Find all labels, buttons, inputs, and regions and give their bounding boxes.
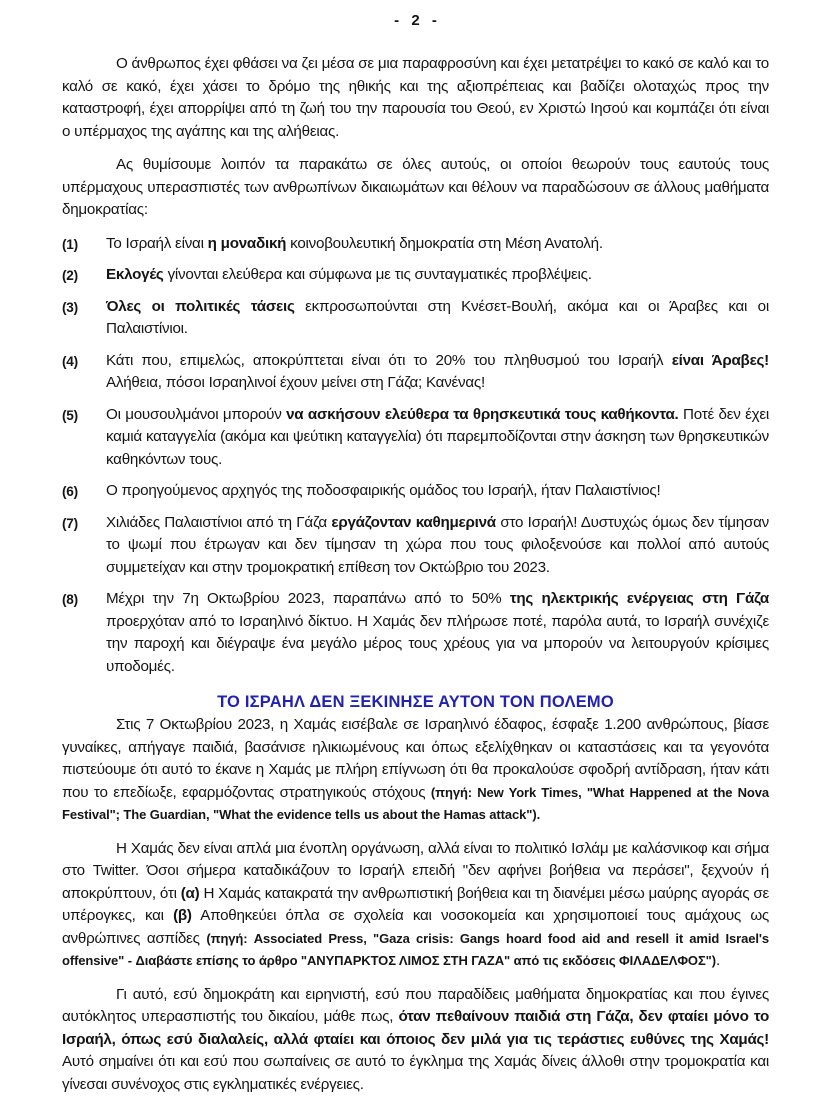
text-run: Αυτό σημαίνει ότι και εσύ που σωπαίνεις σε αυτό το έγκλημα της Χαμάς δίνεις άλλοθι στην τρομοκρατία και γίνεσαι συνένοχος στις εγκληματικές ενέργειες.	[62, 1053, 769, 1093]
section-paragraphs	[62, 714, 769, 1096]
text-run: Το Ισραήλ είναι	[106, 234, 208, 252]
paragraph	[62, 53, 769, 143]
list-item	[62, 480, 769, 503]
list-item	[62, 588, 769, 678]
text-run: Η Χαμάς δεν είναι απλά μια ένοπλη οργάνωση, αλλά είναι το πολιτικό Ισλάμ με καλάσνικοφ και σήμα στο Twitter. Όσοι σήμερα καταδικάζουν το Ισραήλ επειδή "δεν αφήνει βοήθεια να περάσει", ξεχνούν ή αποκρύπτουν, ότι	[62, 839, 769, 902]
text-run: Χιλιάδες Παλαιστίνιοι από τη Γάζα	[106, 513, 332, 531]
text-run: Αποθηκεύει όπλα σε σχολεία και νοσοκομεία και χρησιμοποιεί τους αμάχους ως ανθρώπινες ασπίδες	[62, 907, 769, 947]
text-run: Εκλογές	[106, 266, 164, 283]
text-run: .	[715, 952, 720, 969]
section-heading: ΤΟ ΙΣΡΑΗΛ ΔΕΝ ΞΕΚΙΝΗΣΕ ΑΥΤΟΝ ΤΟΝ ΠΟΛΕΜΟ	[217, 693, 614, 711]
text-run: γίνονται ελεύθερα και σύμφωνα με τις συνταγματικές προβλέψεις.	[163, 266, 592, 283]
text-run: (πηγή: New York Times, "What Happened at the Nova Festival"; The Guardian, "What the evidence tells us about the Hamas attack").	[62, 784, 769, 822]
text-run: Γι αυτό, εσύ δημοκράτη και ειρηνιστή, εσύ που παραδίδεις μαθήματα δημοκρατίας και που έγινες αυτόκλητος υπερασπιστής του δικαίου, μάθε πως,	[62, 985, 769, 1025]
list-item	[62, 233, 769, 256]
paragraph	[62, 714, 769, 827]
text-run: στο Ισραήλ! Δυστυχώς όμως δεν τίμησαν το ψωμί που έτρωγαν και δεν τίμησαν τη χώρα που τους φιλοξενούσε και πολλοί από αυτούς συμμετείχαν και στην τρομοκρατική επίθεση τον Οκτώβριο του 2023.	[106, 513, 770, 576]
list-item	[62, 350, 769, 395]
list-item-number: (3)	[62, 299, 78, 315]
text-run: όταν πεθαίνουν παιδιά στη Γάζα, δεν φταίει μόνο το Ισραήλ, όπως εσύ διαλαλείς, αλλά φταίει και όποιος δεν μιλά για τις τεράστιες ευθύνες της Χαμάς!	[62, 1008, 769, 1048]
list-item-number: (8)	[62, 592, 78, 607]
list-item	[62, 264, 769, 287]
text-run: Στις 7 Οκτωβρίου 2023, η Χαμάς εισέβαλε σε Ισραηλινό έδαφος, έσφαξε 1.200 ανθρώπους, βίασε γυναίκες, απήγαγε παιδιά, βασάνισε ηλικιωμένους και όπως εξελίχθηκαν οι καταστάσεις και τα γεγονότα πιστεύουμε ότι αυτό το έκανε η Χαμάς με πλήρη επίγνωση ότι θα προκαλούσε σφοδρή αντίδραση, ήταν κάτι που το επεδίωξε, εφαρμόζοντας στρατηγικούς στόχους	[62, 716, 769, 801]
text-run: Ποτέ δεν έχει καμιά καταγγελία (ακόμα και ψεύτικη καταγγελία) ότι παρεμποδίζονται στην άσκηση των θρησκευτικών καθηκόντων τους.	[106, 405, 769, 468]
text-run: Όλες οι πολιτικές τάσεις	[106, 297, 295, 315]
paragraph	[62, 154, 769, 222]
text-run: Η Χαμάς κατακρατά την ανθρωπιστική βοήθεια και τη διανέμει μέσω μαύρης αγοράς σε υπέρογκες, και	[62, 884, 769, 924]
text-run: (α)	[180, 884, 200, 902]
text-run: Ας θυμίσουμε λοιπόν τα παρακάτω σε όλες αυτούς, οι οποίοι θεωρούν τους εαυτούς τους υπέρμαχους υπερασπιστές των ανθρωπίνων δικαιωμάτων και θέλουν να παραδώσουν σε άλλους μαθήματα δημοκρατίας:	[62, 156, 769, 218]
text-run: εργάζονταν καθημερινά	[331, 513, 496, 531]
text-run: να ασκήσουν ελεύθερα τα θρησκευτικά τους καθήκοντα.	[286, 405, 679, 423]
list-item-number: (7)	[62, 515, 78, 531]
text-run: Ο άνθρωπος έχει φθάσει να ζει μέσα σε μια παραφροσύνη και έχει μετατρέψει το κακό σε καλό και το καλό σε κακό, έχει χάσει το δρόμο της ηθικής και της αξιοπρέπειας και βαδίζει ολοταχώς προς την καταστροφή, έχει απορρίψει από τη ζωή του την παρουσία του Θεού, εν Χριστώ Ιησού και κομπάζει ότι είναι ο υπέρμαχος της αγάπης και της αλήθειας.	[62, 55, 769, 140]
text-run: προερχόταν από το Ισραηλινό δίκτυο. Η Χαμάς δεν πλήρωσε ποτέ, παρόλα αυτά, το Ισραήλ συνέχιζε την παροχή και διέγραψε ένα μεγάλο μέρος τους χρέους για να μπορούν να λειτουργούν κρίσιμες υποδομές.	[106, 612, 769, 675]
list-item-number: (1)	[62, 236, 78, 252]
list-item	[62, 296, 769, 341]
text-run: είναι Άραβες!	[671, 351, 769, 369]
text-run: Κάτι που, επιμελώς, αποκρύπτεται είναι ότι το 20% του πληθυσμού του Ισραήλ	[106, 351, 672, 369]
page-number: - 2 -	[394, 12, 437, 29]
text-run: κοινοβουλευτική δημοκρατία στη Μέση Ανατολή.	[286, 234, 603, 252]
text-run: της ηλεκτρικής ενέργειας στη Γάζα	[509, 590, 770, 607]
text-run: Ο προηγούμενος αρχηγός της ποδοσφαιρικής ομάδος του Ισραήλ, ήταν Παλαιστίνιος!	[106, 482, 661, 499]
list-item-number: (4)	[62, 353, 78, 369]
list-item-number: (5)	[62, 407, 78, 423]
list-item-number: (6)	[62, 484, 78, 499]
paragraph	[62, 984, 769, 1097]
list-item-number: (2)	[62, 268, 78, 283]
text-run: Αλήθεια, πόσοι Ισραηλινοί έχουν μείνει στη Γάζα; Κανένας!	[106, 374, 485, 391]
numbered-list	[62, 233, 769, 679]
text-run: Μέχρι την 7η Οκτωβρίου 2023, παραπάνω από το 50%	[106, 590, 510, 607]
text-run: (πηγή: Associated Press, "Gaza crisis: Gangs hoard food aid and resell it amid Israel's offensive" - Διαβάστε επίσης το άρθρο "ΑΝΥΠΑΡΚΤΟΣ ΛΙΜΟΣ ΣΤΗ ΓΑΖΑ" από τις εκδόσεις ΦΙΛΑΔΕΛΦΟΣ")	[62, 930, 769, 968]
text-run: Οι μουσουλμάνοι μπορούν	[106, 405, 287, 423]
list-item	[62, 512, 769, 580]
list-item	[62, 404, 769, 472]
text-run: η μοναδική	[207, 234, 287, 252]
text-run: (β)	[173, 907, 192, 924]
intro-paragraphs	[62, 53, 769, 222]
text-run: εκπροσωπούνται στη Κνέσετ-Βουλή, ακόμα και οι Άραβες και οι Παλαιστίνιοι.	[106, 297, 769, 337]
paragraph	[62, 838, 769, 973]
